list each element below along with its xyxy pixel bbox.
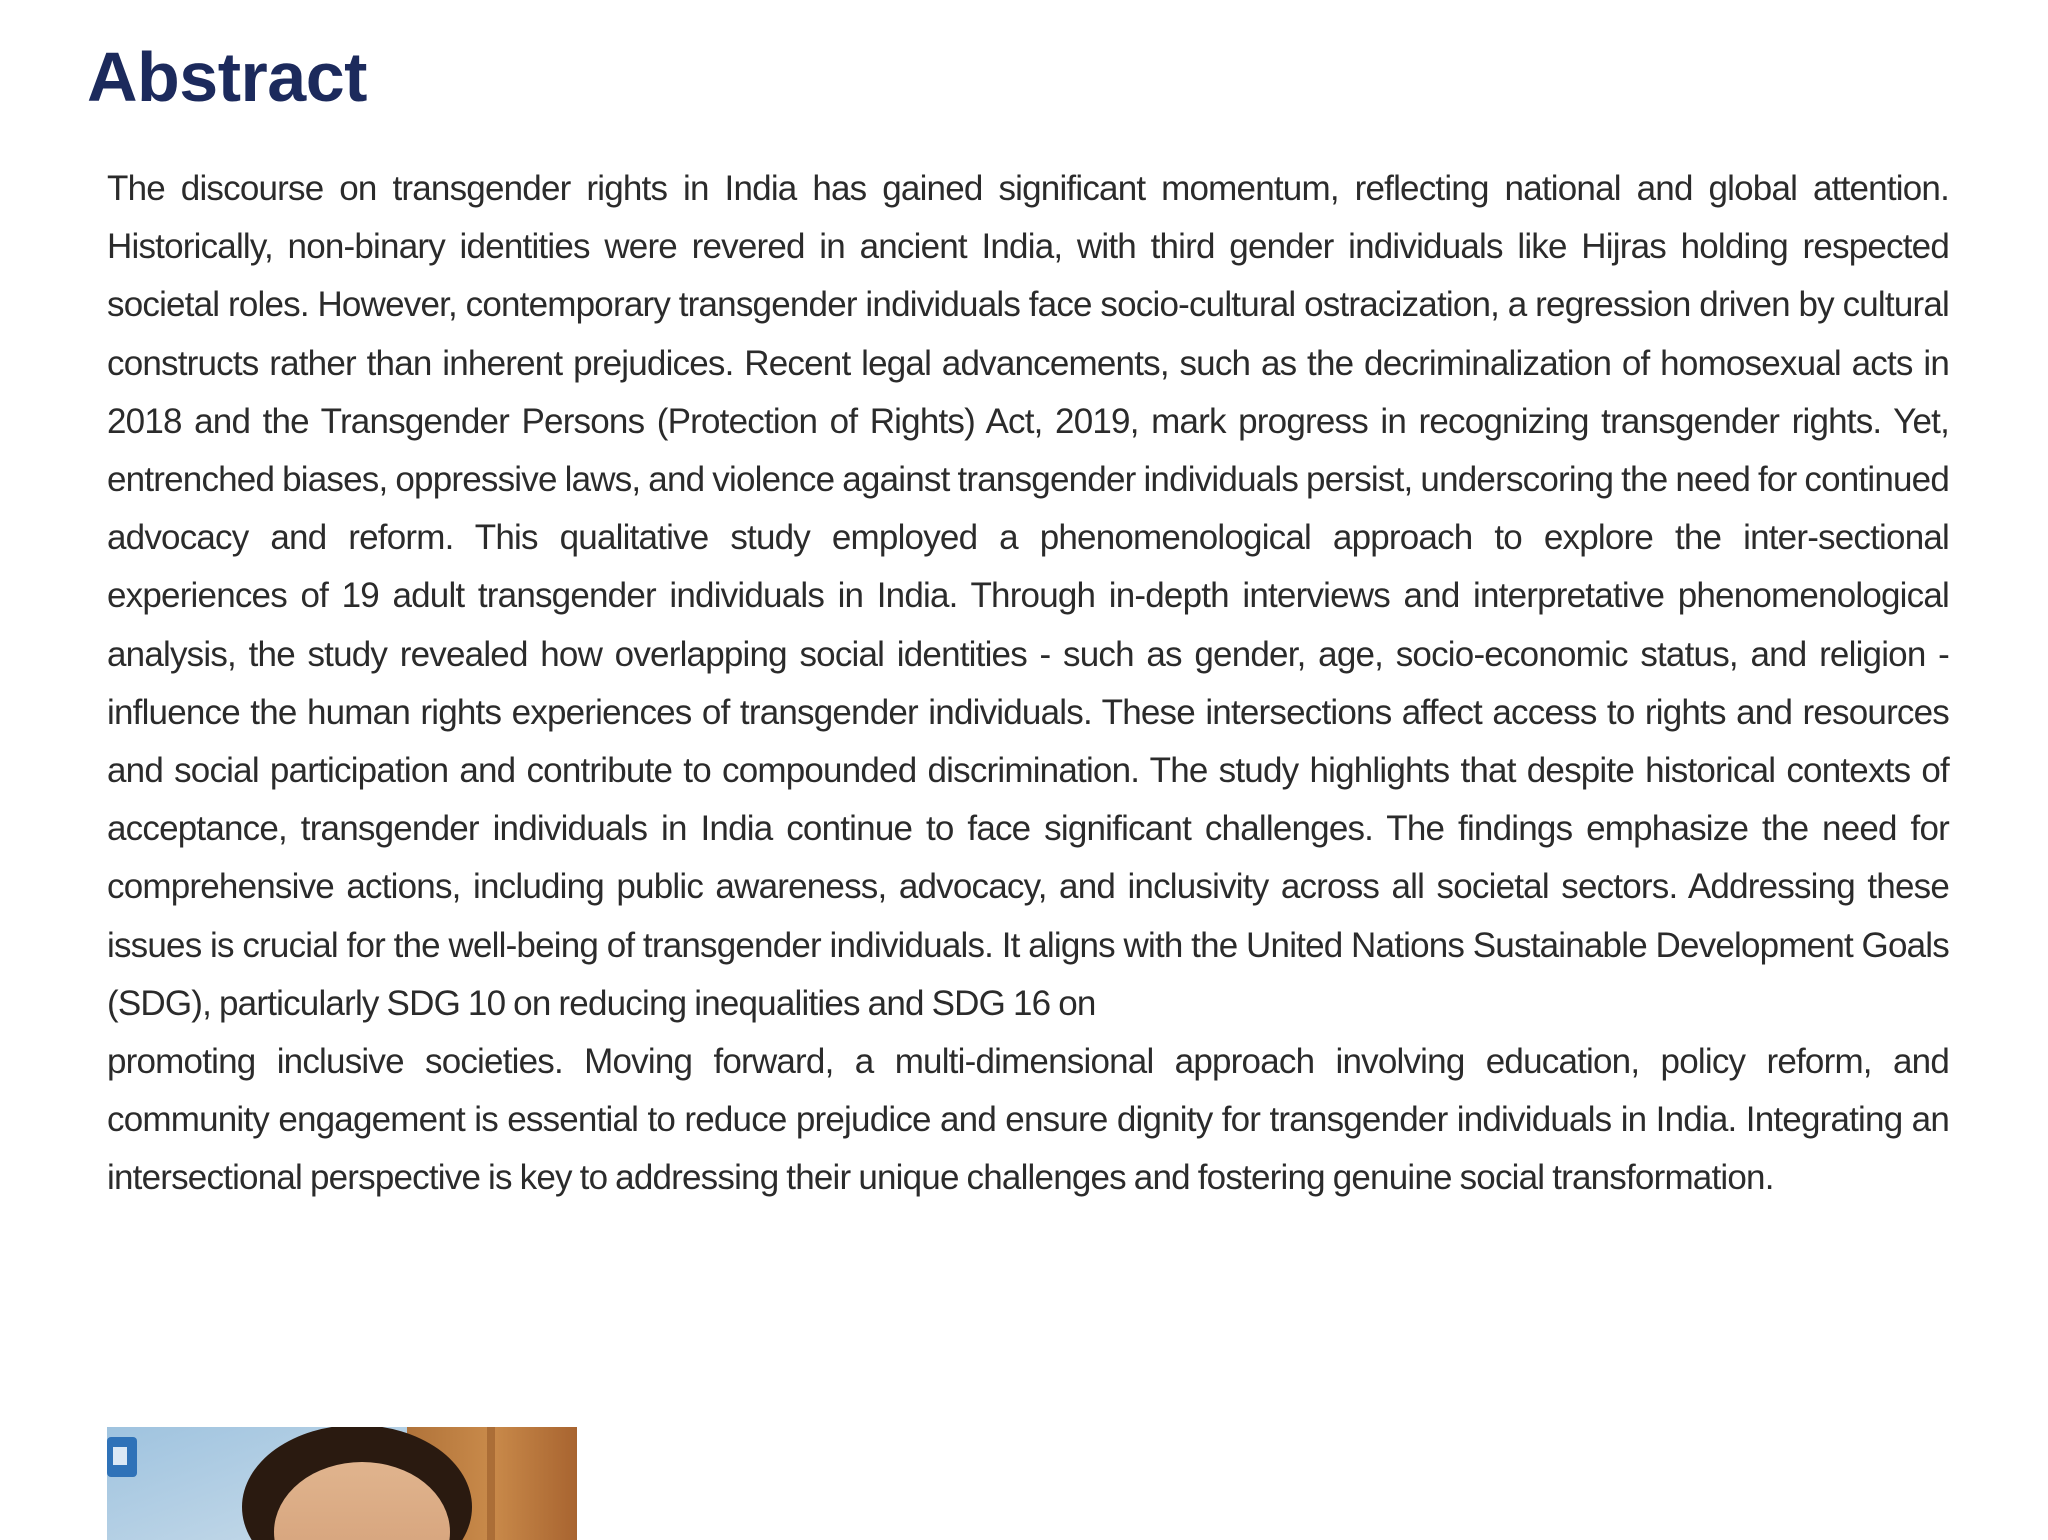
abstract-paragraph-1: The discourse on transgender rights in India has gained significant momentum, reflecting national and global attention. Historically, non-binary identities were revered in ancient India, with third gender individuals like Hijras holding respected societal roles. However, contemporary transgender individuals face socio-cultural ostracization, a regression driven by cultural constructs rather than inherent prejudices. Recent legal advancements, such as the decriminalization of homosexual acts in 2018 and the Transgender Persons (Protection of Rights) Act, 2019, mark progress in recognizing transgender rights. Yet, entrenched biases, oppressive laws, and violence against transgender individuals persist, underscoring the need for continued advocacy and reform. This qualitative study employed a phenomenological approach to explore the inter-sectional experiences of 19 adult transgender individuals in India. Through in-depth interviews and interpretative phenomenological analysis, the study revealed how overlapping social identities - such as gender, age, socio-economic status, and religion - influence the human rights experiences of transgender individuals. These intersections affect access to rights and resources and social participation and contribute to compounded discrimination. The study highlights that despite historical contexts of acceptance, transgender individuals in India continue to face significant challenges. The findings emphasize the need for comprehensive actions, including public awareness, advocacy, and inclusivity across all societal sectors. Addressing these issues is crucial for the well-being of transgender individuals. It aligns with the United Nations Sustainable Development Goals (SDG), particularly SDG 10 on reducing inequalities and SDG 16 on: [107, 169, 1949, 1023]
abstract-body: [107, 160, 1949, 1208]
abstract-paragraph-2: promoting inclusive societies. Moving forward, a multi-dimensional approach involving education, policy reform, and community engagement is essential to reduce prejudice and ensure dignity for transgender individuals in India. Integrating an intersectional perspective is key to addressing their unique challenges and fostering genuine social transformation.: [107, 1042, 1949, 1198]
abstract-heading: Abstract: [87, 38, 367, 116]
author-photo: [107, 1427, 577, 1540]
